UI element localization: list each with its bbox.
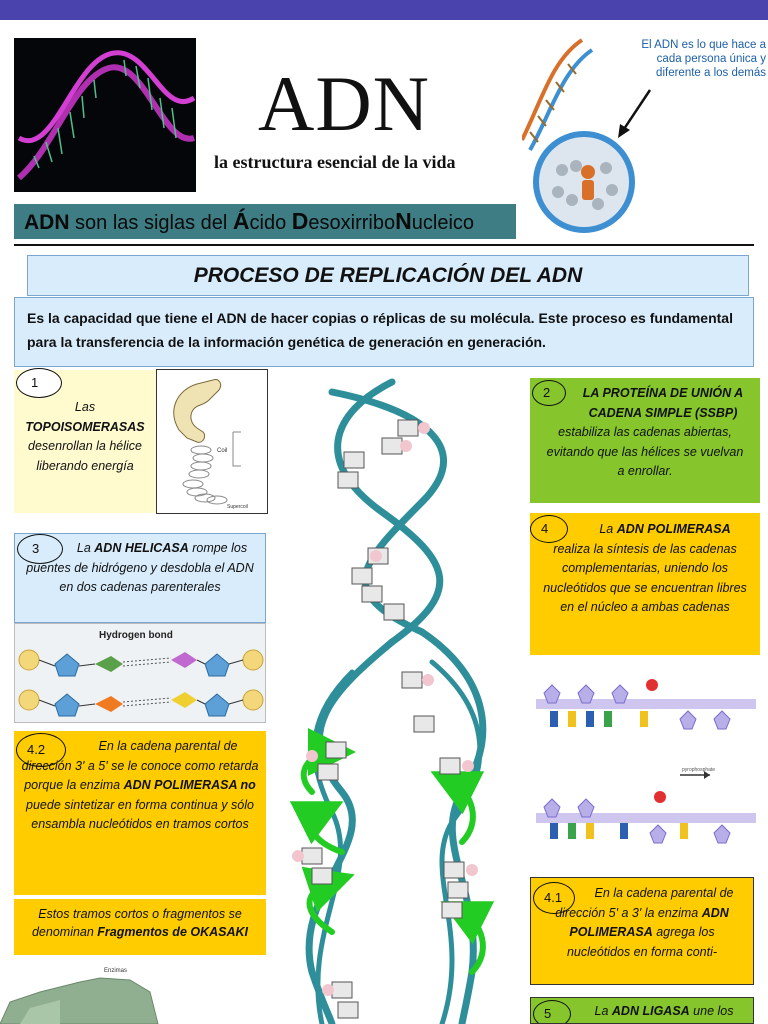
hbond-title: Hydrogen bond [99, 630, 173, 641]
step-3-box [14, 533, 266, 623]
step-enzyme-name: ADN POLIMERASA [616, 522, 731, 536]
step-text: En la cadena parental de dirección 3' a 5' se le conoce como retarda porque la enzima ADN POLIMERASA no puede sintetizar en forma continua y sólo ensambla nucleótidos en tramos cortos [21, 739, 259, 831]
step-text: realiza la síntesis de las cadenas complementarias, uniendo los nucleótidos que se encuentran libres en el núcleo a ambas cadenas [543, 541, 747, 614]
pyrophosphate-label: pyrophosphate [682, 767, 716, 773]
step-text: La ADN POLIMERASA [599, 522, 731, 536]
step-1-box [14, 370, 156, 513]
acronym-text: ucleico [411, 212, 475, 234]
step-number: 5 [533, 1000, 571, 1024]
polymerase-diagram [530, 663, 760, 869]
step-text: desenrollan la hélice liberando energía [28, 439, 142, 473]
coil-label: Coil [217, 448, 228, 454]
top-color-band [0, 0, 768, 20]
step-text: Las [74, 400, 96, 414]
supercoil-label: Supercoil [227, 504, 248, 510]
page-subtitle: la estructura esencial de la vida [214, 152, 456, 172]
step-number: 4 [530, 515, 568, 543]
step-number: 4.2 [16, 733, 66, 767]
dna-replication-helix [272, 372, 524, 1024]
acronym-text: son las siglas del [69, 212, 233, 234]
dna-helix-photo [14, 38, 196, 192]
okazaki-box [14, 899, 266, 955]
step-5-box [530, 997, 754, 1024]
step-4-1-box [530, 877, 754, 985]
step-text: Estos tramos cortos o fragmentos se denominan [31, 907, 242, 939]
step-enzyme-name: TOPOISOMERASAS [25, 419, 145, 434]
acronym-adn: ADN [24, 211, 70, 234]
step-enzyme-name: ADN POLIMERASA [569, 905, 729, 939]
acronym-banner [14, 204, 516, 239]
intro-paragraph: Es la capacidad que tiene el ADN de hacer copias o réplicas de su molécula. Este proceso es fundamental para la transferencia de la información genética de generación en generación. [14, 297, 754, 367]
step-number: 3 [17, 534, 63, 564]
acronym-text: cido [249, 212, 292, 234]
acronym-letter-a: Á [232, 208, 250, 234]
step-4-2-box [14, 731, 266, 895]
step-text: La ADN LIGASA une los [594, 1004, 734, 1018]
okazaki-name: Fragmentos de OKASAKI [97, 925, 249, 939]
page-title: ADN [258, 60, 430, 147]
step-enzyme-name: ADN HELICASA [94, 541, 189, 555]
header-divider [14, 244, 754, 246]
person-caption: El ADN es lo que hace a cada persona única y diferente a los demás [641, 39, 766, 79]
step-enzyme-name: LA PROTEÍNA DE UNIÓN A CADENA SIMPLE (SSBP) [582, 386, 744, 420]
step-number: 2 [532, 380, 566, 406]
acronym-text: esoxirribo [308, 212, 396, 234]
step-enzyme-name: ADN POLIMERASA no [123, 778, 256, 792]
enzyme-illustration [0, 962, 170, 1024]
step-text: La ADN HELICASA rompe los puentes de hidrógeno y desdobla el ADN en dos cadenas parenterales [26, 541, 254, 594]
step-text: estabiliza las cadenas abiertas, evitando que las hélices se vuelvan a enrollar. [546, 425, 744, 478]
enzimas-label: Enzimas [104, 968, 128, 974]
step-number: 4.1 [533, 882, 575, 914]
step-number: 1 [16, 368, 62, 398]
telephone-coil-illustration [156, 369, 268, 514]
acronym-letter-d: D [291, 208, 309, 234]
hydrogen-bond-illustration [14, 623, 266, 723]
acronym-letter-n: N [395, 208, 412, 234]
section-title: PROCESO DE REPLICACIÓN DEL ADN [27, 255, 749, 296]
step-4-box [530, 513, 760, 655]
step-enzyme-name: ADN LIGASA [611, 1004, 690, 1018]
step-text: En la cadena parental de dirección 5' a 3' la enzima ADN POLIMERASA agrega los nucleótidos en forma conti- [555, 886, 734, 959]
step-2-box [530, 378, 760, 503]
